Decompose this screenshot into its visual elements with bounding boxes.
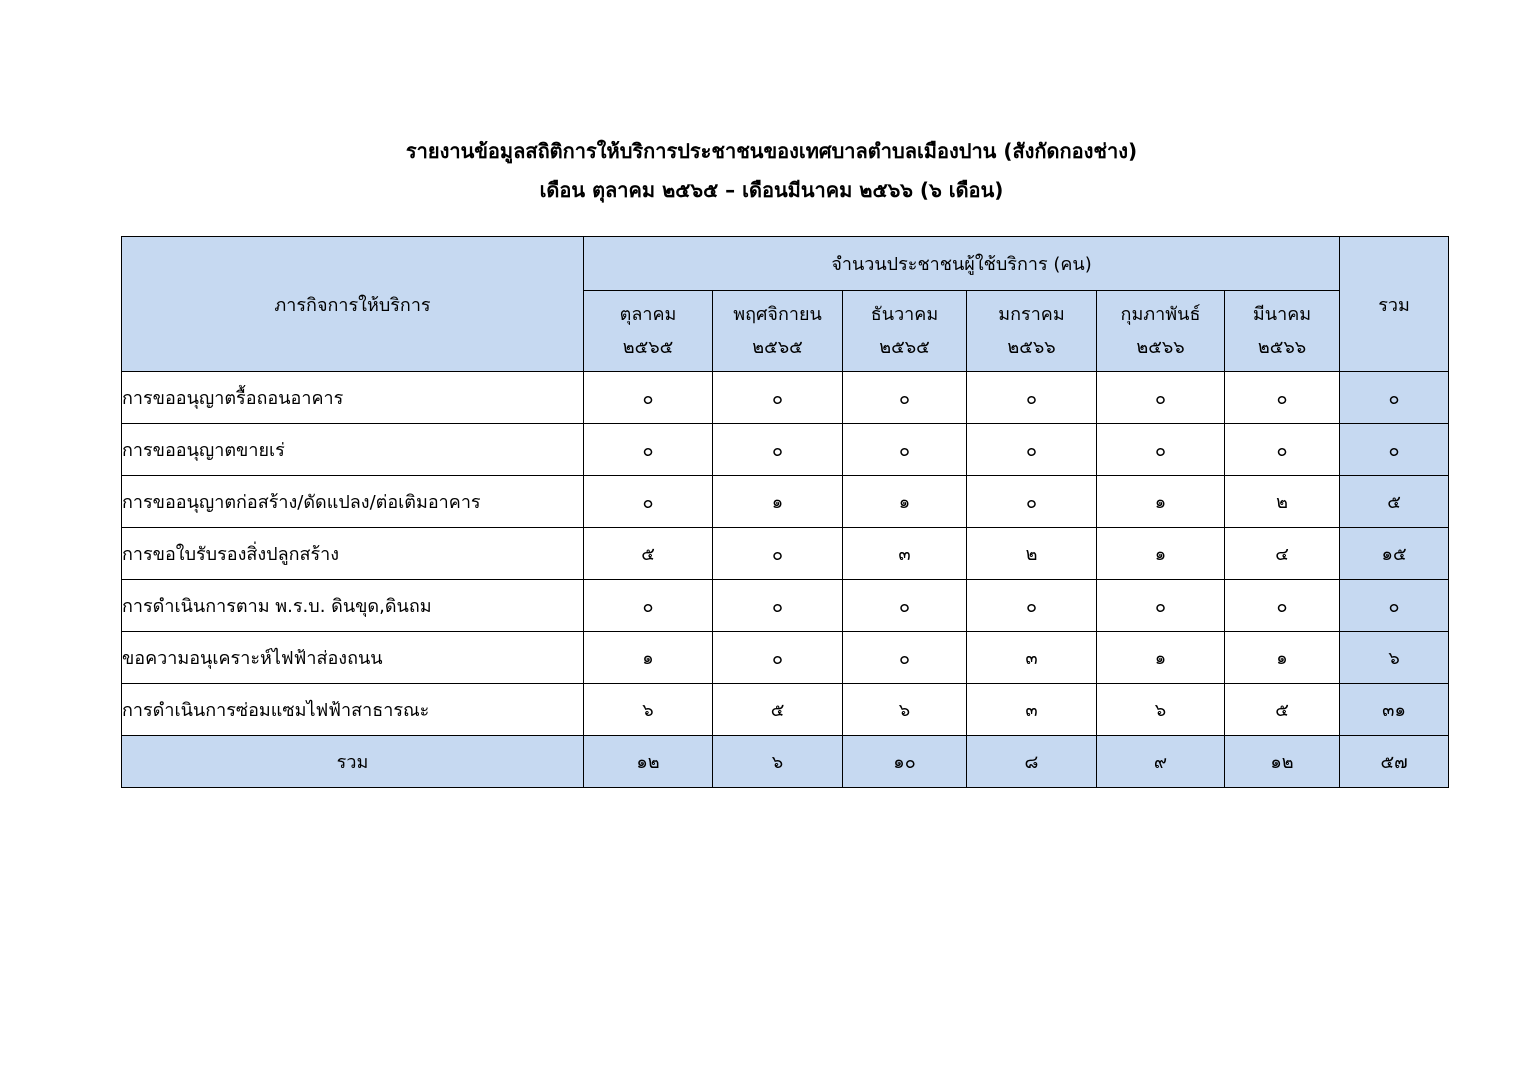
statistics-table [121,236,1449,788]
value-cell: ๔ [1225,528,1340,580]
row-label: การขออนุญาตขายเร่ [122,424,584,476]
table-row [122,476,1449,528]
value-cell: ๓ [967,632,1097,684]
value-cell: ๐ [843,424,967,476]
table-row [122,528,1449,580]
sum-row [122,736,1449,788]
sum-cell: ๑๒ [1225,736,1340,788]
value-cell: ๓ [843,528,967,580]
month-name: มีนาคม [1252,304,1312,325]
value-cell: ๒ [1225,476,1340,528]
value-cell: ๐ [967,476,1097,528]
month-header [967,291,1097,372]
value-cell: ๑ [713,476,843,528]
row-total-cell: ๐ [1340,424,1449,476]
row-label: การดำเนินการตาม พ.ร.บ. ดินขุด,ดินถม [122,580,584,632]
value-cell: ๐ [713,632,843,684]
value-cell: ๖ [1097,684,1225,736]
value-cell: ๐ [1225,372,1340,424]
sum-cell: ๘ [967,736,1097,788]
value-cell: ๐ [967,372,1097,424]
value-cell: ๐ [584,476,713,528]
row-total-cell: ๐ [1340,580,1449,632]
sum-cell: ๑๐ [843,736,967,788]
value-cell: ๐ [1225,580,1340,632]
value-cell: ๐ [1097,580,1225,632]
value-cell: ๕ [584,528,713,580]
value-cell: ๐ [967,580,1097,632]
value-cell: ๐ [843,372,967,424]
value-cell: ๖ [843,684,967,736]
value-cell: ๐ [713,424,843,476]
row-total-cell: ๓๑ [1340,684,1449,736]
month-year: ๒๕๖๕ [752,337,803,358]
month-year: ๒๕๖๖ [1136,337,1185,358]
value-cell: ๕ [1225,684,1340,736]
row-label: การขอใบรับรองสิ่งปลูกสร้าง [122,528,584,580]
value-cell: ๑ [1097,528,1225,580]
value-cell: ๓ [967,684,1097,736]
table-row [122,580,1449,632]
value-cell: ๒ [967,528,1097,580]
group-header: จำนวนประชาชนผู้ใช้บริการ (คน) [584,237,1340,291]
month-header [584,291,713,372]
value-cell: ๐ [1225,424,1340,476]
row-total-cell: ๑๕ [1340,528,1449,580]
value-cell: ๐ [584,424,713,476]
month-name: พฤศจิกายน [733,304,822,325]
row-total-cell: ๐ [1340,372,1449,424]
value-cell: ๑ [843,476,967,528]
grand-total-cell: ๕๗ [1340,736,1449,788]
month-name: ตุลาคม [619,304,677,325]
row-total-cell: ๕ [1340,476,1449,528]
total-header: รวม [1340,237,1449,372]
value-cell: ๑ [1097,632,1225,684]
month-header [1097,291,1225,372]
value-cell: ๐ [713,580,843,632]
table-row [122,372,1449,424]
month-name: มกราคม [998,304,1065,325]
sum-cell: ๑๒ [584,736,713,788]
month-name: ธันวาคม [870,304,939,325]
value-cell: ๑ [584,632,713,684]
value-cell: ๐ [1097,424,1225,476]
table-row [122,684,1449,736]
month-year: ๒๕๖๕ [622,337,674,358]
month-year: ๒๕๖๕ [879,337,930,358]
value-cell: ๕ [713,684,843,736]
row-label: การขออนุญาตก่อสร้าง/ดัดแปลง/ต่อเติมอาคาร [122,476,584,528]
month-year: ๒๕๖๖ [1007,337,1056,358]
month-header [1225,291,1340,372]
sum-cell: ๖ [713,736,843,788]
month-year: ๒๕๖๖ [1257,337,1307,358]
value-cell: ๐ [967,424,1097,476]
row-label: ขอความอนุเคราะห์ไฟฟ้าส่องถนน [122,632,584,684]
value-cell: ๐ [843,632,967,684]
row-label: การขออนุญาตรื้อถอนอาคาร [122,372,584,424]
value-cell: ๐ [584,580,713,632]
month-header [713,291,843,372]
document-title: รายงานข้อมูลสถิติการให้บริการประชาชนของเทศบาลตำบลเมืองปาน (สังกัดกองช่าง) [405,139,1138,163]
value-cell: ๐ [843,580,967,632]
value-cell: ๐ [713,528,843,580]
month-header [843,291,967,372]
table-row [122,632,1449,684]
month-name: กุมภาพันธ์ [1120,304,1201,325]
document-subtitle: เดือน ตุลาคม ๒๕๖๕ – เดือนมีนาคม ๒๕๖๖ (๖ เดือน) [539,178,1004,202]
value-cell: ๐ [1097,372,1225,424]
value-cell: ๑ [1225,632,1340,684]
value-cell: ๐ [713,372,843,424]
sum-cell: ๙ [1097,736,1225,788]
sum-label: รวม [122,736,584,788]
row-total-cell: ๖ [1340,632,1449,684]
value-cell: ๐ [584,372,713,424]
value-cell: ๖ [584,684,713,736]
value-cell: ๑ [1097,476,1225,528]
row-label: การดำเนินการซ่อมแซมไฟฟ้าสาธารณะ [122,684,584,736]
task-header: ภารกิจการให้บริการ [122,237,584,372]
table-row [122,424,1449,476]
